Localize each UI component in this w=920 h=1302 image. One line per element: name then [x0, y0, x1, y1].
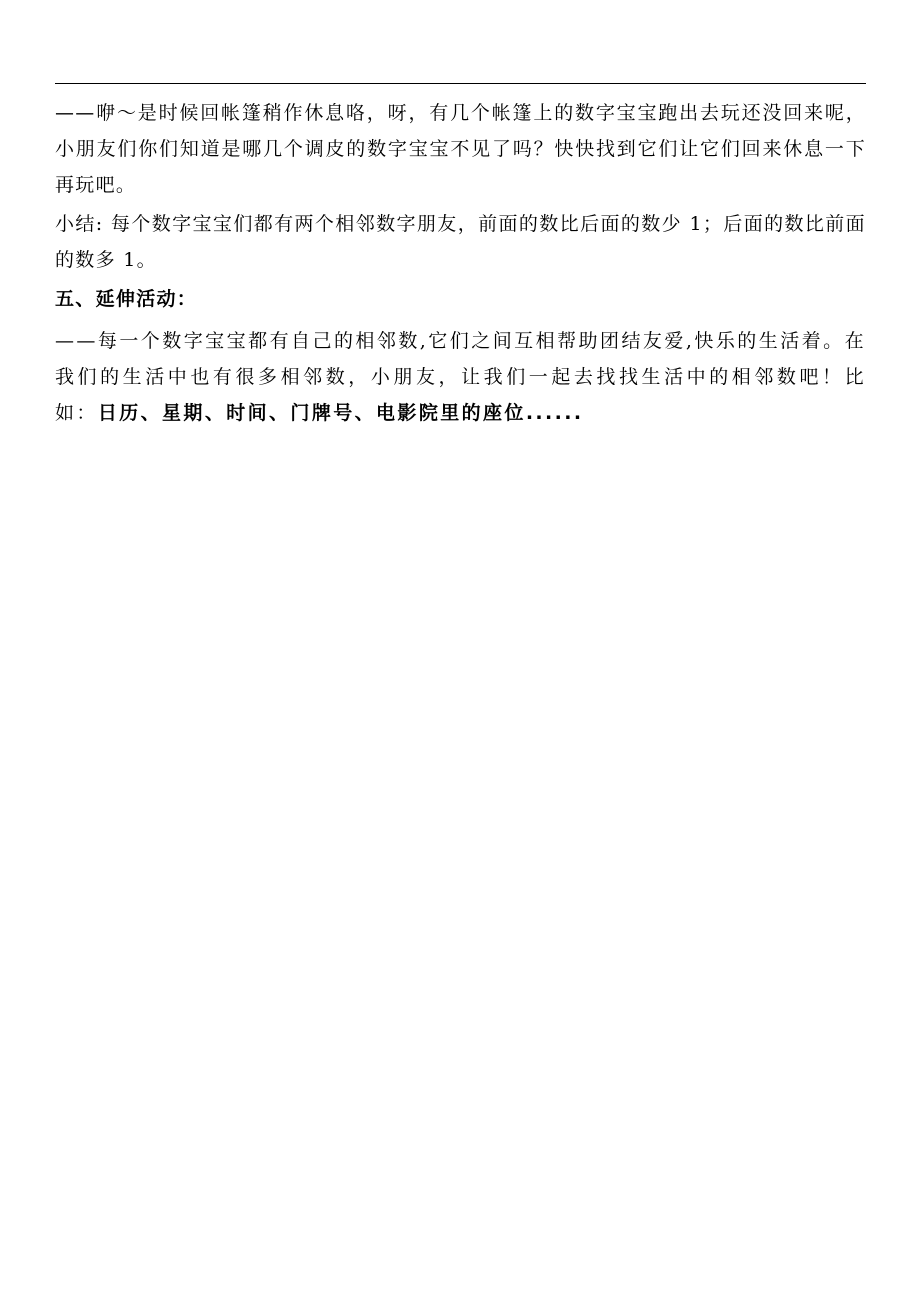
extension-examples: 日历、星期、时间、门牌号、电影院里的座位...... — [97, 402, 584, 424]
extension-text: ——每一个数字宝宝都有自己的相邻数,它们之间互相帮助团结友爱,快乐的生活着。在我们的生活中也有很多相邻数，小朋友，让我们一起去找找生活中的相邻数吧！比如： — [55, 330, 866, 424]
document-body — [55, 95, 866, 431]
intro-paragraph: ——咿～是时候回帐篷稍作休息咯，呀，有几个帐篷上的数字宝宝跑出去玩还没回来呢，小朋友们你们知道是哪几个调皮的数字宝宝不见了吗？快快找到它们让它们回来休息一下再玩吧。 — [55, 102, 866, 196]
summary-label: 小结 — [55, 213, 96, 235]
section-heading: 五、延伸活动： — [55, 288, 198, 310]
header-rule — [55, 83, 866, 84]
summary-paragraph — [55, 206, 866, 278]
summary-text: : 每个数字宝宝们都有两个相邻数字朋友，前面的数比后面的数少 1；后面的数比前面的数多 1。 — [55, 213, 866, 271]
extension-paragraph — [55, 323, 866, 431]
